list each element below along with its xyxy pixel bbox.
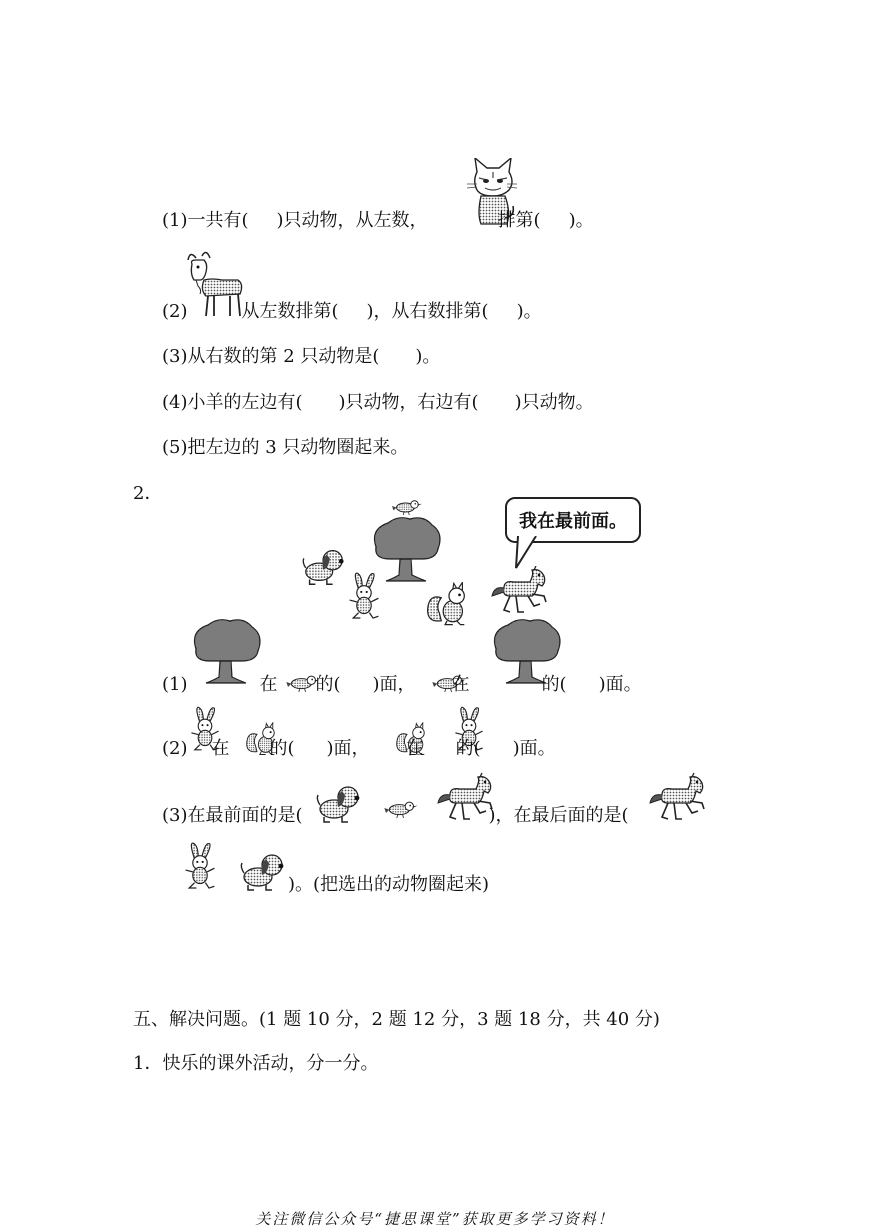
text: )面。 (598, 674, 642, 695)
text: 排第( (497, 210, 541, 231)
question-1-part-3: (3)从右数的第 2 只动物是( )。 (162, 346, 441, 367)
text: 从左数排第( (241, 301, 339, 322)
speech-bubble-tail (514, 536, 538, 570)
text: )，在最后面的是( (488, 805, 629, 826)
rabbit-icon (182, 840, 218, 892)
text: (3)在最前面的是( (162, 805, 303, 826)
rabbit-icon (346, 570, 382, 622)
text: 在 (211, 738, 230, 759)
horse-icon (648, 772, 708, 824)
section-5-heading: 五、解决问题。(1 题 10 分，2 题 12 分，3 题 18 分，共 40 分) (133, 1009, 660, 1030)
text: )面。 (512, 738, 556, 759)
text: 在 (405, 738, 424, 759)
squirrel-icon (424, 582, 472, 626)
text: 在 (451, 674, 470, 695)
question-1-part-4: (4)小羊的左边有( )只动物，右边有( )只动物。 (162, 392, 594, 413)
speech-bubble: 我在最前面。 (505, 497, 641, 543)
text: )。 (516, 301, 542, 322)
text: (1) (162, 674, 188, 695)
text: )面， (372, 674, 416, 695)
text: 的( (315, 674, 341, 695)
text: 的( (455, 738, 481, 759)
question-2-part-3-cont: )。(把选出的动物圈起来) (288, 874, 490, 895)
question-2-part-1 (162, 674, 642, 696)
question-2-number: 2． (133, 483, 163, 504)
text: 的( (541, 674, 567, 695)
question-2-part-3 (162, 805, 629, 827)
text: (2) (162, 301, 188, 322)
question-2-part-2 (162, 738, 556, 760)
text: )。 (568, 210, 594, 231)
text: )，从右数排第( (366, 301, 489, 322)
text: 的( (269, 738, 295, 759)
dog-icon (238, 850, 288, 892)
question-1-part-5: (5)把左边的 3 只动物圈起来。 (162, 437, 409, 458)
bird-icon (392, 496, 422, 516)
text: (2) (162, 738, 188, 759)
question-1-part-1 (162, 210, 594, 232)
dog-icon (300, 546, 348, 586)
question-1-part-2 (162, 301, 542, 323)
footer-note: 关注微信公众号“捷思课堂”获取更多学习资料！ (255, 1210, 615, 1228)
horse-icon (490, 566, 550, 616)
text: (1)一共有( (162, 210, 249, 231)
text: )面， (326, 738, 370, 759)
text: 在 (259, 674, 278, 695)
section-5-question-1: 1．快乐的课外活动，分一分。 (133, 1053, 379, 1074)
text: )只动物，从左数， (276, 210, 428, 231)
